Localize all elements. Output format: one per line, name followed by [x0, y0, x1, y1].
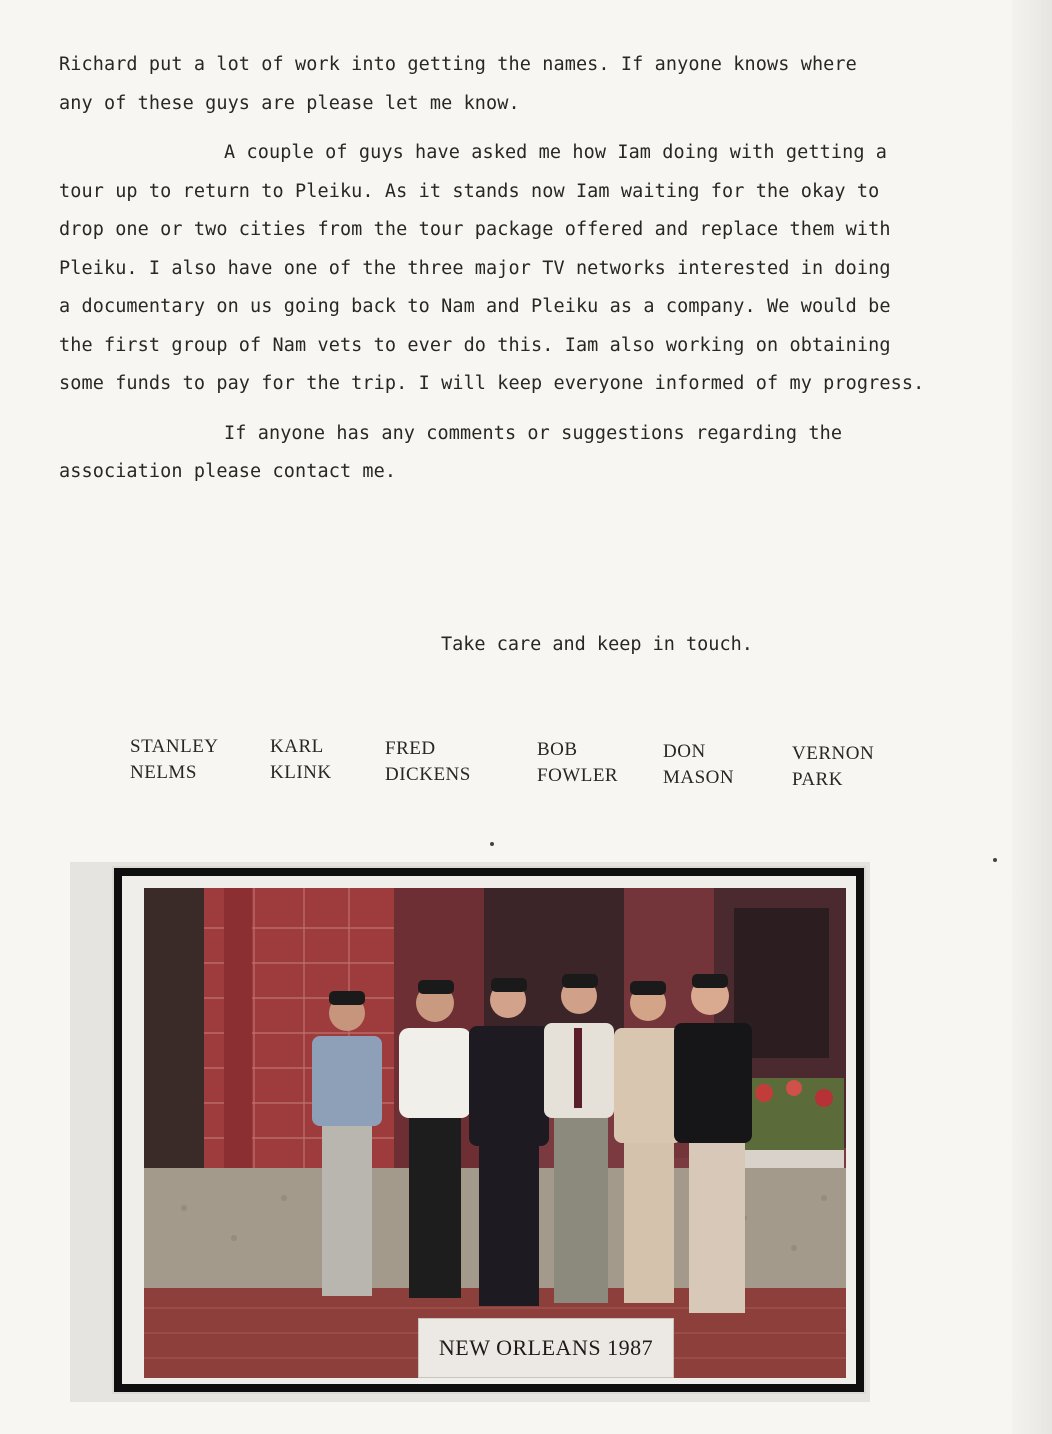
person-3 [469, 978, 549, 1306]
name-bob-fowler [537, 737, 618, 789]
last-name: DICKENS [385, 764, 471, 785]
first-name: FRED [385, 738, 436, 759]
first-name: BOB [537, 739, 578, 760]
last-name: KLINK [270, 762, 332, 783]
name-fred-dickens [385, 736, 471, 788]
name-karl-klink [270, 734, 332, 786]
last-name: FOWLER [537, 765, 619, 786]
paragraph-1: Richard put a lot of work into getting the names. If anyone knows where any of these guys are please let me know. [59, 54, 857, 114]
first-name: DON [663, 741, 706, 762]
photo-mount [70, 862, 870, 1402]
first-name: VERNON [792, 743, 875, 764]
photo-caption: NEW ORLEANS 1987 [418, 1318, 674, 1378]
name-don-mason [663, 739, 734, 791]
paragraph-2-text: A couple of guys have asked me how Iam doing with getting a tour up to return to Pleiku. As it stands now Iam waiting for the okay to drop one or two cities from the tour package offered and replace them with Pleiku. I also have one of the three major TV networks interested in doing a documentary on us going back to Nam and Pleiku as a company. We would be the first group of Nam vets to ever do this. Iam also working on obtaining some funds to pay for the trip. I will keep everyone informed of my progress. [59, 142, 925, 394]
person-5 [614, 981, 682, 1303]
paragraph-3 [59, 415, 1049, 492]
pencil-mark [993, 858, 997, 862]
photo-frame [114, 868, 864, 1392]
pencil-mark [490, 842, 494, 846]
first-name: STANLEY [130, 736, 219, 757]
photo-border [122, 876, 856, 1384]
closing-line: Take care and keep in touch. [441, 634, 753, 655]
person-4 [544, 974, 614, 1303]
last-name: MASON [663, 767, 735, 788]
group-photo-image [144, 888, 846, 1378]
paragraph-2 [59, 134, 1049, 404]
last-name: NELMS [130, 762, 197, 783]
name-vernon-park [792, 741, 874, 793]
last-name: PARK [792, 769, 843, 790]
paragraph-3-text: If anyone has any comments or suggestions regarding the association please contact me. [59, 422, 843, 482]
letter-body [59, 46, 1049, 503]
person-1 [312, 991, 382, 1296]
name-stanley-nelms [130, 734, 219, 786]
first-name: KARL [270, 736, 324, 757]
names-row [0, 734, 1052, 794]
